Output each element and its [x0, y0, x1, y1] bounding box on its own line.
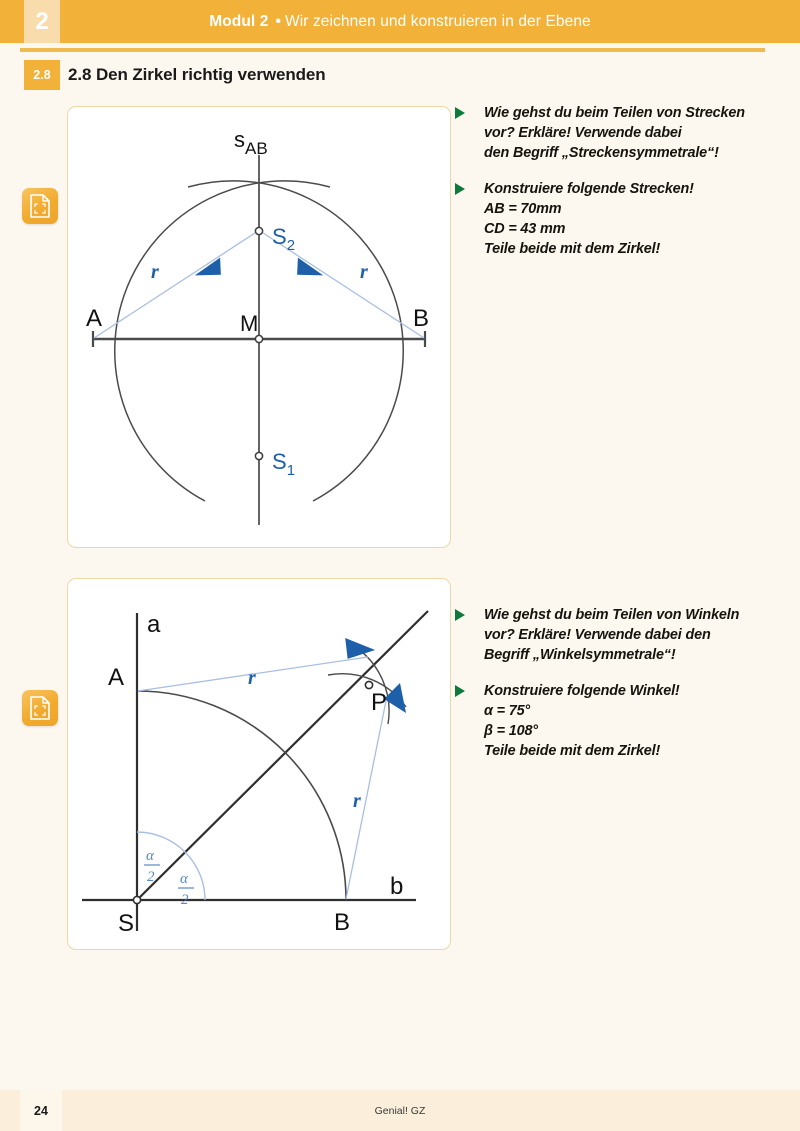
task-item [455, 681, 785, 761]
radius-line-lower [346, 701, 386, 899]
task-line: Teile beide mit dem Zirkel! [484, 241, 661, 257]
task-line: Konstruiere folgende Strecken! [484, 181, 694, 197]
label-point-p: P [371, 689, 388, 716]
page-title: 2.8 Den Zirkel richtig verwenden [68, 65, 326, 84]
radius-label-right: r [360, 261, 368, 283]
svg-text:2: 2 [147, 869, 155, 885]
task-line: AB = 70mm [484, 201, 562, 217]
header-separator-dot: • [275, 12, 281, 30]
task-line: α = 75° [484, 703, 531, 719]
arrowhead-right [296, 258, 325, 278]
label-s1: $S_1$ [272, 449, 296, 479]
label-bisector: $s_{AB}$ [234, 127, 268, 158]
arc-from-a [188, 181, 403, 501]
svg-text:α: α [180, 871, 188, 887]
label-point-a: A [86, 305, 103, 332]
point-marker-m [255, 335, 262, 342]
label-point-b: B [413, 305, 430, 332]
point-marker-s2 [255, 227, 262, 234]
header-module-label: Modul 2 [209, 12, 269, 30]
task-item [455, 103, 785, 163]
task-line: Begriff „Winkelsymmetrale“! [484, 647, 676, 663]
svg-text:2: 2 [181, 892, 189, 908]
footer-page-number-box [20, 1090, 62, 1131]
figure-angle-bisector-svg [68, 579, 450, 949]
task-line: Teile beide mit dem Zirkel! [484, 743, 661, 759]
point-marker-s1 [255, 452, 262, 459]
task-item [455, 179, 785, 259]
label-ray-b: b [390, 873, 404, 900]
figure-angle-bisector [67, 578, 451, 950]
label-vertex-s: S [118, 910, 135, 937]
task-list-exercise-2 [455, 605, 785, 777]
label-m: M [240, 311, 259, 336]
worksheet-icon-exercise-2[interactable] [22, 690, 58, 726]
task-line: Wie gehst du beim Teilen von Strecken [484, 105, 745, 121]
worksheet-icon [29, 194, 51, 218]
arrowhead-left [193, 258, 222, 278]
section-number-badge: 2.8 [24, 60, 60, 90]
angle-bisector-ray [137, 611, 428, 900]
task-line: β = 108° [484, 723, 538, 739]
worksheet-icon-exercise-1[interactable] [22, 188, 58, 224]
task-line: den Begriff „Streckensymmetrale“! [484, 145, 719, 161]
point-marker-vertex-s [133, 896, 140, 903]
radius-label-left: r [151, 261, 159, 283]
radius-label-upper: r [248, 667, 256, 689]
arrowhead-upper [345, 636, 375, 659]
arc-from-b [115, 181, 330, 501]
footer-book-title: Genial! GZ [374, 1104, 426, 1117]
label-ray-a: a [147, 611, 161, 638]
figure-segment-bisector-svg [68, 107, 450, 547]
header-module-title: Wir zeichnen und konstruieren in der Ebene [285, 12, 591, 30]
chapter-number: 2 [35, 7, 49, 35]
task-line: Wie gehst du beim Teilen von Winkeln [484, 607, 740, 623]
label-s2: $S_2$ [272, 224, 296, 254]
radius-label-lower: r [353, 790, 361, 812]
bullet-triangle-icon [455, 685, 465, 697]
task-line: CD = 43 mm [484, 221, 566, 237]
half-angle-arc-upper [137, 832, 185, 852]
point-marker-p [365, 681, 372, 688]
half-angle-label-lower [178, 871, 194, 908]
page-number: 24 [34, 1103, 48, 1118]
task-line: vor? Erkläre! Verwende dabei den [484, 627, 711, 643]
worksheet-icon [29, 696, 51, 720]
header-divider-rule [20, 48, 765, 52]
bullet-triangle-icon [455, 609, 465, 621]
label-point-a: A [108, 664, 125, 691]
bullet-triangle-icon [455, 183, 465, 195]
radius-line-left [94, 231, 258, 338]
header-title [0, 0, 800, 43]
bullet-triangle-icon [455, 107, 465, 119]
label-point-b: B [334, 909, 351, 936]
task-list-exercise-1 [455, 103, 785, 275]
task-item [455, 605, 785, 665]
task-line: vor? Erkläre! Verwende dabei [484, 125, 682, 141]
svg-text:α: α [146, 848, 154, 864]
task-line: Konstruiere folgende Winkel! [484, 683, 680, 699]
figure-segment-bisector [67, 106, 451, 548]
